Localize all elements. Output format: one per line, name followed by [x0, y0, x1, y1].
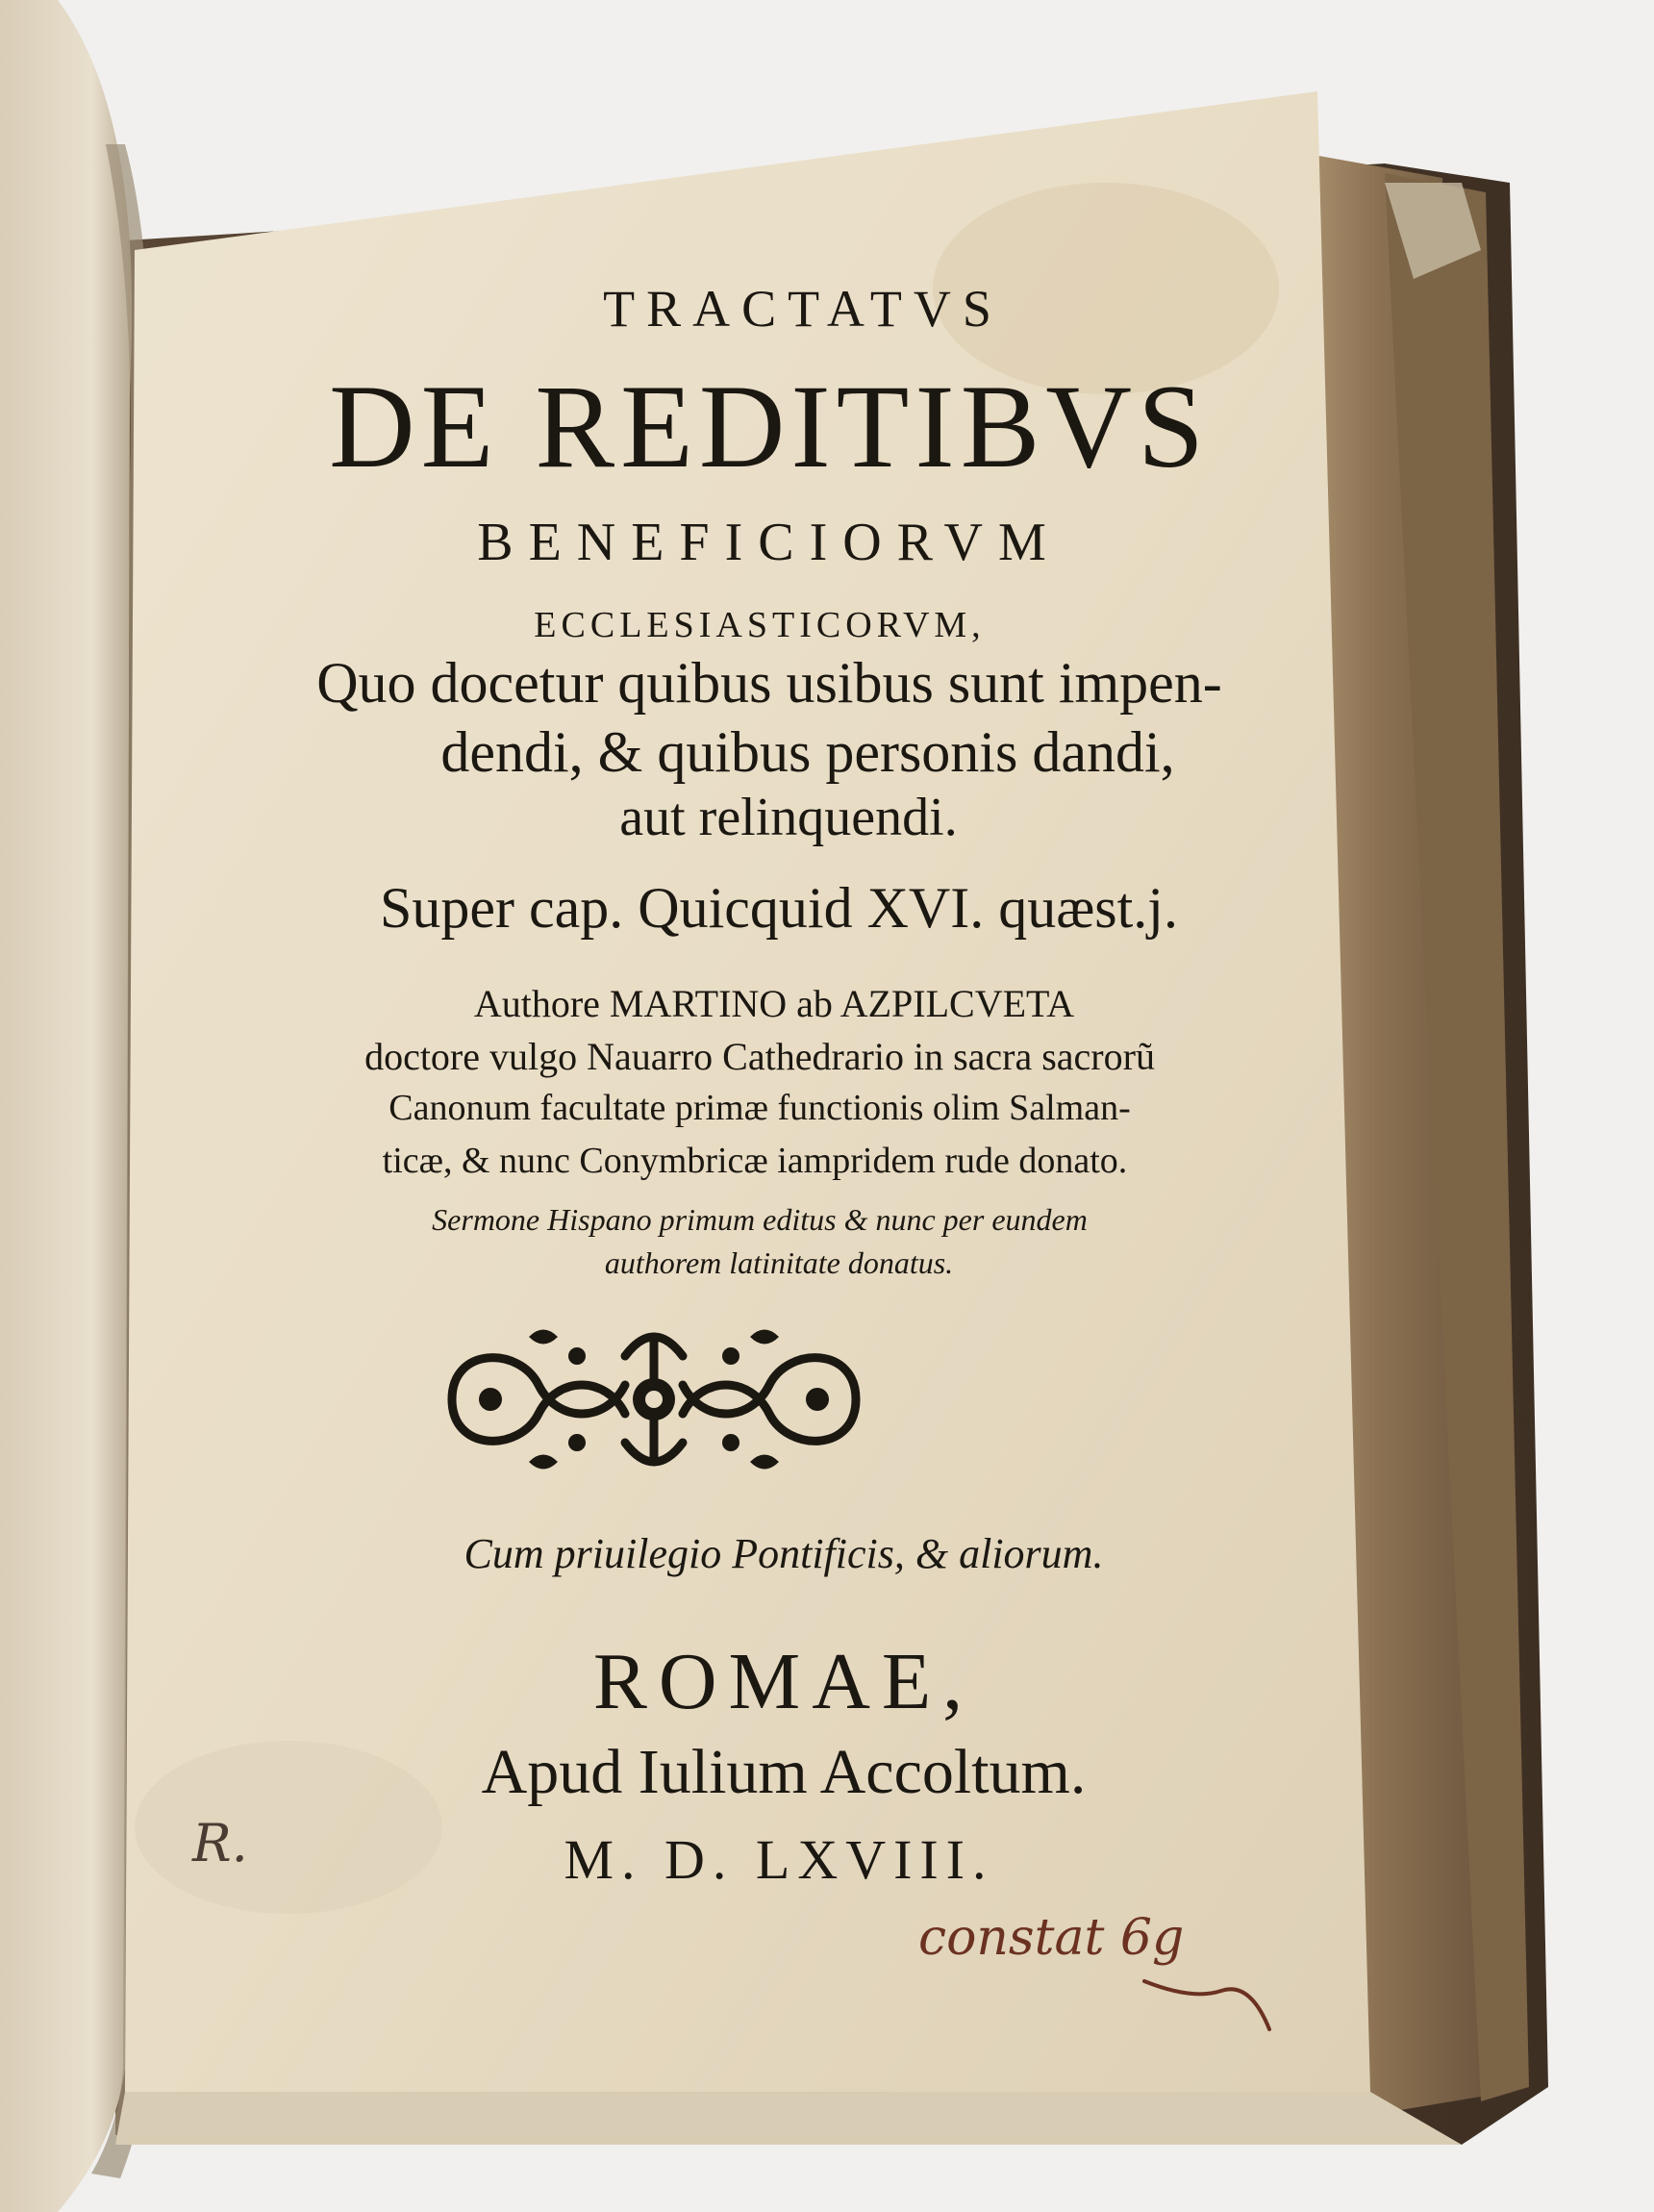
- subtitle-line-2: dendi, & quibus personis dandi,: [440, 720, 1175, 784]
- handwritten-initial: R.: [192, 1813, 248, 1873]
- title-line-ecclesiasticorum: ECCLESIASTICORVM,: [534, 605, 986, 645]
- author-line-1: Authore MARTINO ab AZPILCVETA: [473, 982, 1075, 1025]
- imprint-year: M. D. LXVIII.: [564, 1828, 994, 1891]
- imprint-printer: Apud Iulium Accoltum.: [481, 1737, 1087, 1807]
- subtitle-line-1: Quo docetur quibus usibus sunt impen-: [316, 651, 1222, 715]
- imprint-city: ROMAE,: [592, 1637, 975, 1726]
- super-cap-line: Super cap. Quicquid XVI. quæst.j.: [380, 876, 1178, 940]
- page-bottom-edge: [115, 2092, 1462, 2145]
- title-line-beneficiorum: BENEFICIORVM: [477, 513, 1062, 572]
- author-line-3: Canonum facultate primæ functionis olim Salman-: [388, 1088, 1131, 1128]
- handwritten-flourish: [1135, 1962, 1279, 2039]
- printer-ornament: [433, 1318, 875, 1481]
- author-line-2: doctore vulgo Nauarro Cathedrario in sacra sacrorũ: [364, 1035, 1155, 1078]
- subtitle-line-3: aut relinquendi.: [619, 788, 958, 847]
- title-line-de-reditibus: DE REDITIBVS: [329, 361, 1210, 492]
- title-page: [144, 96, 1356, 2087]
- left-page: [0, 0, 132, 2212]
- edition-line-2: authorem latinitate donatus.: [604, 1245, 954, 1280]
- edition-line-1: Sermone Hispano primum editus & nunc per eundem: [432, 1202, 1088, 1237]
- privilege-line: Cum priuilegio Pontificis, & aliorum.: [464, 1530, 1104, 1577]
- title-line-tractatus: TRACTATVS: [603, 280, 1003, 338]
- author-line-4: ticæ, & nunc Conymbricæ iampridem rude donato.: [382, 1141, 1128, 1181]
- handwritten-price-note: constat 6g: [918, 1909, 1185, 1967]
